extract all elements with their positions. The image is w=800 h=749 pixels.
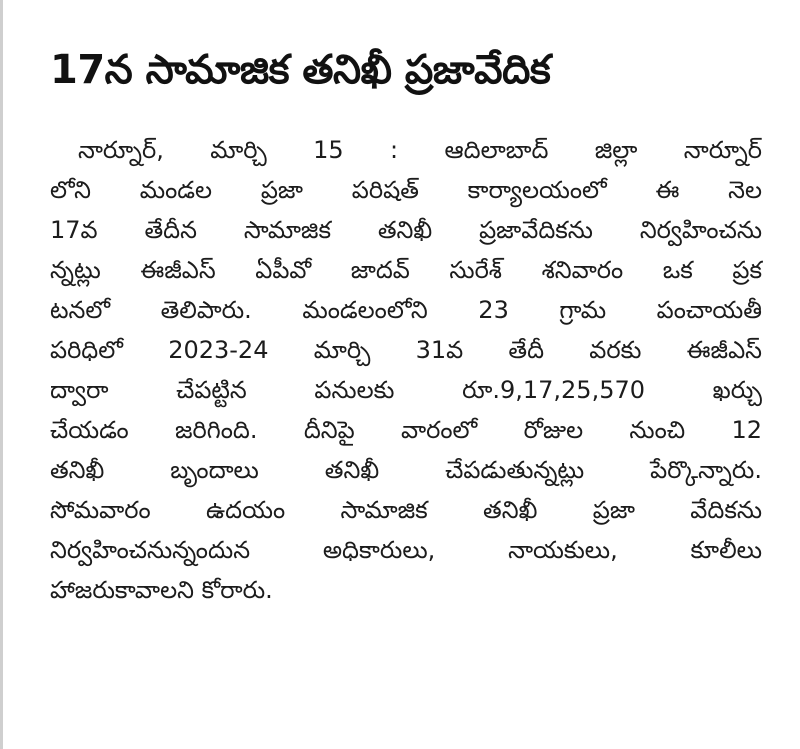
article-line: నార్నూర్, మార్చి 15 : ఆదిలాబాద్ జిల్లా నార్నూర్ (78, 136, 762, 164)
article-line: లోని మండల ప్రజా పరిషత్ కార్యాలయంలో ఈ నెల (50, 176, 762, 204)
article-line: సోమవారం ఉదయం సామాజిక తనిఖీ ప్రజా వేదికను (50, 496, 762, 524)
article-line: పరిధిలో 2023-24 మార్చి 31వ తేదీ వరకు ఈజీఎస్ (50, 336, 762, 364)
page-left-border (0, 0, 3, 749)
article-line: తనిఖీ బృందాలు తనిఖీ చేపడుతున్నట్లు పేర్కొన్నారు. (50, 456, 762, 484)
article-body (50, 130, 762, 610)
article-line: ద్వారా చేపట్టిన పనులకు రూ.9,17,25,570 ఖర్చు (50, 376, 762, 404)
article-line: హాజరుకావాలని కోరారు. (50, 576, 273, 604)
article-line: నిర్వహించనున్నందున అధికారులు, నాయకులు, కూలీలు (50, 536, 762, 564)
article-line: టనలో తెలిపారు. మండలంలోని 23 గ్రామ పంచాయతీ (50, 296, 762, 324)
article-line: చేయడం జరిగింది. దీనిపై వారంలో రోజుల నుంచి 12 (50, 416, 762, 444)
article-line: 17వ తేదీన సామాజిక తనిఖీ ప్రజావేదికను నిర్వహించను (50, 216, 762, 244)
article-headline: 17న సామాజిక తనిఖీ ప్రజావేదిక (50, 47, 551, 93)
news-article (50, 40, 762, 610)
article-line: న్నట్లు ఈజీఎస్ ఏపీవో జాదవ్ సురేశ్ శనివారం ఒక ప్రక (50, 256, 762, 284)
